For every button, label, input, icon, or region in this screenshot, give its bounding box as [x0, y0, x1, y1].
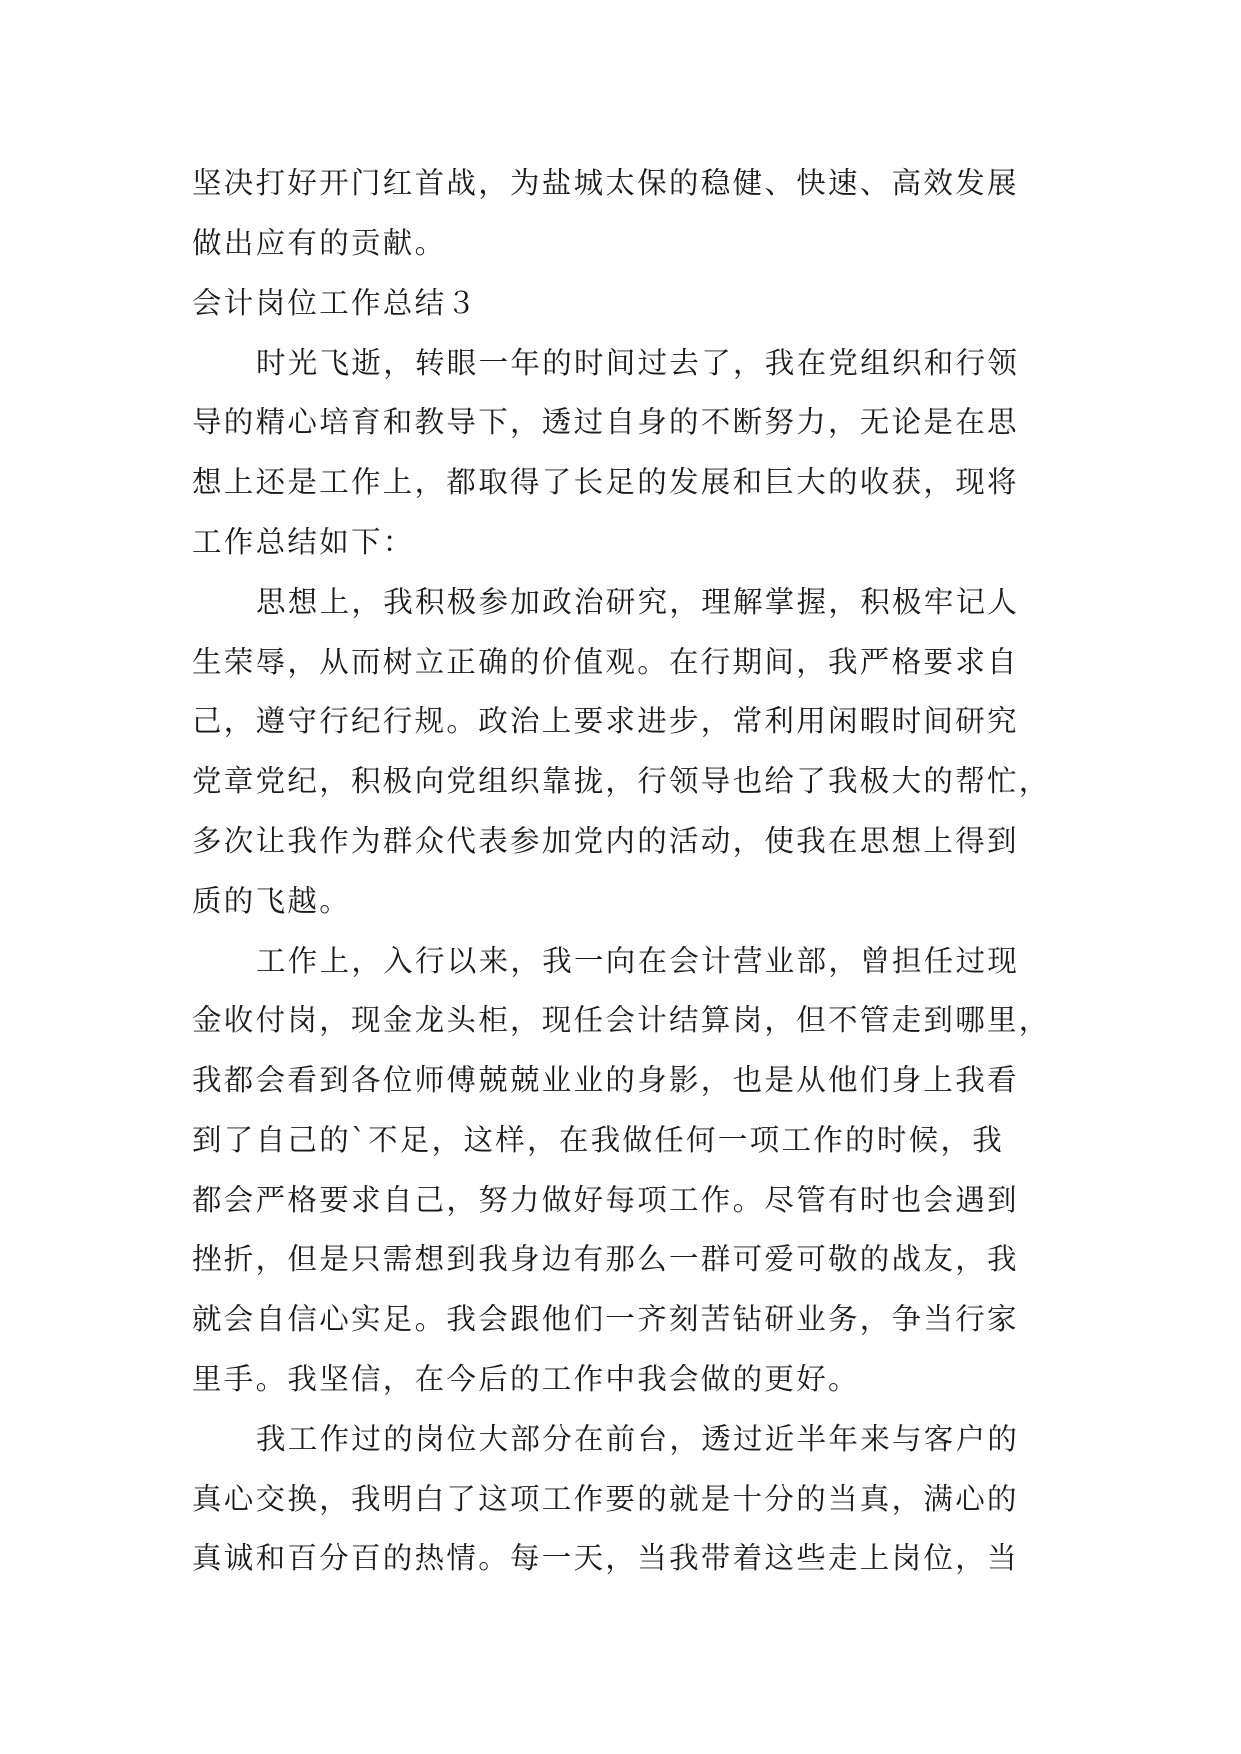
text-line: 质的飞越。: [192, 884, 352, 918]
text-line: 工作上，入行以来，我一向在会计营业部，曾担任过现: [256, 944, 1020, 978]
text-line: 我都会看到各位师傅兢兢业业的身影，也是从他们身上我看: [192, 1063, 1019, 1097]
text-line: 想上还是工作上，都取得了长足的发展和巨大的收获，现将: [192, 465, 1019, 499]
text-line: 坚决打好开门红首战，为盐城太保的稳健、快速、高效发展: [192, 166, 1019, 200]
text-line: 真心交换，我明白了这项工作要的就是十分的当真，满心的: [192, 1482, 1019, 1516]
text-line: 都会严格要求自己，努力做好每项工作。尽管有时也会遇到: [192, 1183, 1019, 1217]
text-line: 工作总结如下：: [192, 525, 415, 559]
text-line: 里手。我坚信，在今后的工作中我会做的更好。: [192, 1362, 860, 1396]
text-line: 思想上，我积极参加政治研究，理解掌握，积极牢记人: [256, 585, 1020, 619]
text-line: 金收付岗，现金龙头柜，现任会计结算岗，但不管走到哪里，: [192, 1003, 1051, 1037]
text-line: 多次让我作为群众代表参加党内的活动，使我在思想上得到: [192, 824, 1019, 858]
text-line: 到了自己的`不足，这样，在我做任何一项工作的时候，我: [192, 1123, 1005, 1157]
text-line: 党章党纪，积极向党组织靠拢，行领导也给了我极大的帮忙，: [192, 764, 1051, 798]
text-line: 时光飞逝，转眼一年的时间过去了，我在党组织和行领: [256, 346, 1020, 380]
text-line: 导的精心培育和教导下，透过自身的不断努力，无论是在思: [192, 405, 1019, 439]
text-line: 生荣辱，从而树立正确的价值观。在行期间，我严格要求自: [192, 645, 1019, 679]
text-line: 我工作过的岗位大部分在前台，透过近半年来与客户的: [256, 1422, 1020, 1456]
text-line: 就会自信心实足。我会跟他们一齐刻苦钻研业务，争当行家: [192, 1302, 1019, 1336]
text-line: 真诚和百分百的热情。每一天，当我带着这些走上岗位，当: [192, 1541, 1019, 1575]
text-line: 做出应有的贡献。: [192, 226, 447, 260]
text-line: 挫折，但是只需想到我身边有那么一群可爱可敬的战友，我: [192, 1242, 1019, 1276]
text-line: 己，遵守行纪行规。政治上要求进步，常利用闲暇时间研究: [192, 704, 1019, 738]
section-heading: 会计岗位工作总结３: [192, 286, 479, 320]
